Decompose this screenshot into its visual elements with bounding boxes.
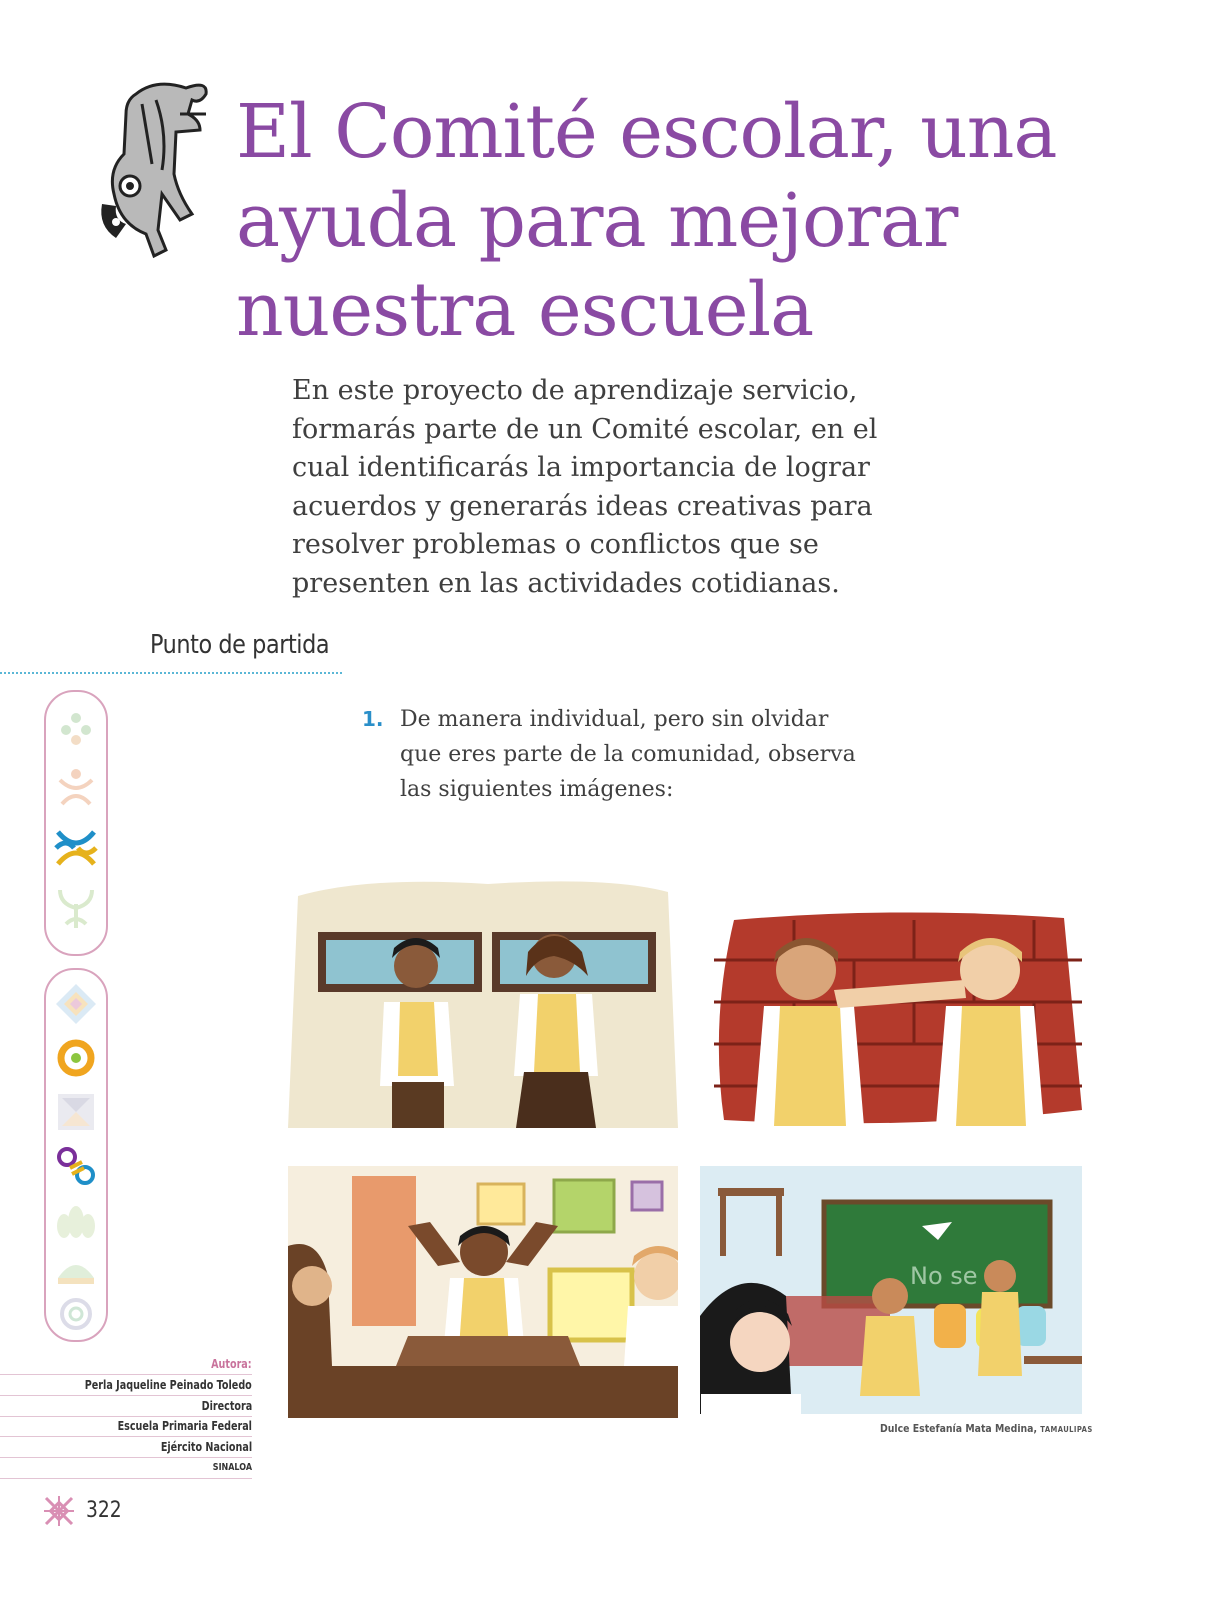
spiral-icon (52, 1290, 100, 1338)
title-line: ayuda para mejorar (236, 178, 958, 264)
credit-state (0, 1458, 252, 1479)
credit-school-name-text: Ejército Nacional (160, 1440, 252, 1454)
credit-label-text: Autora: (211, 1357, 252, 1371)
title-line: El Comité escolar, una (236, 89, 1057, 175)
credit-school-name (0, 1437, 252, 1458)
credit-name (0, 1375, 252, 1396)
credit-label (0, 1354, 252, 1375)
credit-state-text: SINALOA (212, 1462, 252, 1473)
page-number: 322 (86, 1498, 122, 1523)
intro-line: presenten en las actividades cotidianas. (292, 567, 840, 599)
credit-school (0, 1416, 252, 1437)
chain-icon (52, 1142, 100, 1190)
activity-line: las siguientes imágenes: (400, 777, 674, 802)
title-line: nuestra escuela (236, 267, 814, 353)
credit-school-text: Escuela Primaria Federal (117, 1419, 252, 1433)
credit-role (0, 1396, 252, 1417)
credit-role-text: Directora (201, 1399, 252, 1413)
ornament-icon (42, 1494, 76, 1528)
activity-item (362, 702, 922, 807)
sprout-icon (52, 884, 100, 932)
intro-paragraph (292, 372, 932, 603)
activity-number: 1. (362, 707, 384, 731)
activity-line: que eres parte de la comunidad, observa (400, 742, 856, 767)
illustrator-name: Dulce Estefanía Mata Medina, (880, 1422, 1038, 1435)
chalkboard-text: No se (910, 1262, 978, 1290)
hourglass-icon (52, 1088, 100, 1136)
intro-line: formarás parte de un Comité escolar, en el (292, 413, 878, 445)
campo-formativo-pill-bottom (44, 968, 108, 1342)
diamond-icon (52, 980, 100, 1028)
ring-icon (52, 1034, 100, 1082)
linked-arcs-icon (52, 824, 100, 872)
illustration-students-talking (288, 876, 678, 1128)
illustration-students-fighting (714, 910, 1082, 1126)
intro-line: En este proyecto de aprendizaje servicio, (292, 375, 858, 406)
illustrator-state: TAMAULIPAS (1040, 1425, 1093, 1434)
lotus-icon (52, 1196, 100, 1244)
illustration-classroom-celebration (288, 1166, 678, 1418)
illustration-classroom-disorder (700, 1166, 1082, 1414)
page-title (236, 88, 1136, 355)
intro-line: resolver problemas o conflictos que se (292, 529, 819, 560)
campo-formativo-pill-top (44, 690, 108, 956)
section-heading: Punto de partida (150, 630, 330, 660)
seed-icon (52, 704, 100, 752)
mascot-illustration (96, 74, 214, 264)
dancer-icon (52, 766, 100, 814)
illustrator-credit (880, 1422, 1093, 1435)
credit-name-text: Perla Jaqueline Peinado Toledo (84, 1378, 252, 1392)
intro-line: cual identificarás la importancia de lograr (292, 452, 870, 483)
intro-line: acuerdos y generarás ideas creativas para (292, 490, 873, 522)
activity-line: De manera individual, pero sin olvidar (400, 707, 829, 732)
dome-icon (52, 1248, 100, 1296)
section-divider (0, 672, 342, 674)
